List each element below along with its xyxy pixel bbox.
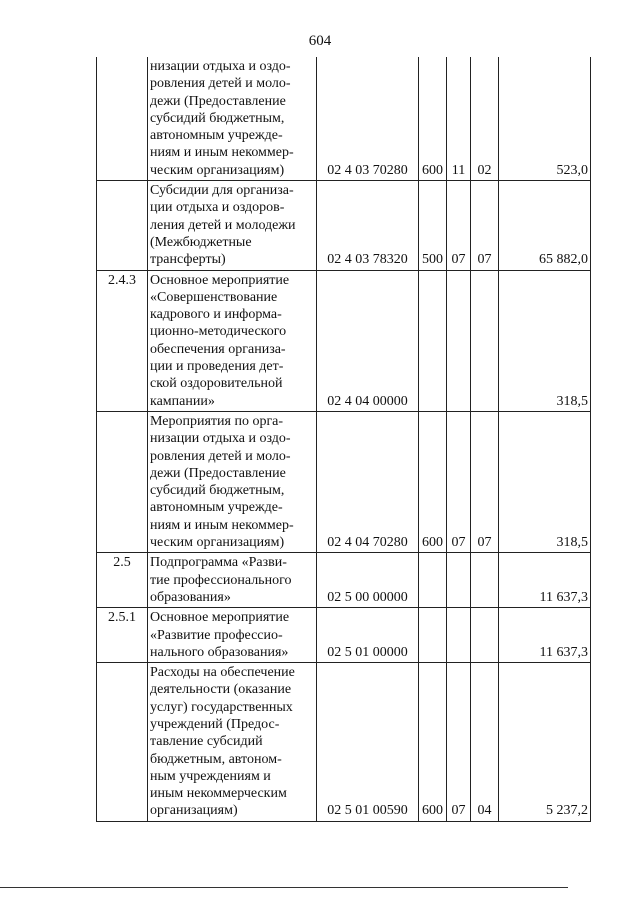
row-target-code: 02 5 01 00590 <box>317 663 419 822</box>
row-name: Основное мероприятие «Развитие профессио- нального образования» <box>148 608 317 663</box>
row-section: 07 <box>447 181 471 270</box>
row-section <box>447 553 471 608</box>
row-target-code: 02 4 03 70280 <box>317 57 419 181</box>
row-amount: 318,5 <box>499 411 591 552</box>
row-name: низации отдыха и оздо- ровления детей и моло- дежи (Предоставление субсидий бюджетным, автономным учрежде- ниям и иным некоммер- ческим организациям) <box>148 57 317 181</box>
row-name: Субсидии для организа- ции отдыха и оздоров- ления детей и молодежи (Межбюджетные трансферты) <box>148 181 317 270</box>
row-expense-type <box>419 608 447 663</box>
row-subsection <box>471 553 499 608</box>
bottom-rule <box>0 887 568 888</box>
row-subsection: 07 <box>471 181 499 270</box>
row-amount: 11 637,3 <box>499 608 591 663</box>
budget-table <box>96 57 591 822</box>
row-target-code: 02 4 03 78320 <box>317 181 419 270</box>
row-section: 11 <box>447 57 471 181</box>
row-amount: 5 237,2 <box>499 663 591 822</box>
row-expense-type: 600 <box>419 411 447 552</box>
row-target-code: 02 4 04 70280 <box>317 411 419 552</box>
row-section <box>447 608 471 663</box>
table-row <box>97 663 591 822</box>
table-row <box>97 608 591 663</box>
row-name: Подпрограмма «Разви- тие профессионального образования» <box>148 553 317 608</box>
row-amount: 523,0 <box>499 57 591 181</box>
row-name: Мероприятия по орга- низации отдыха и оздо- ровления детей и моло- дежи (Предоставление субсидий бюджетным, автономным учрежде- ниям и иным некоммер- ческим организациям) <box>148 411 317 552</box>
row-number: 2.4.3 <box>97 270 148 411</box>
row-number <box>97 411 148 552</box>
row-target-code: 02 4 04 00000 <box>317 270 419 411</box>
table-row <box>97 553 591 608</box>
row-expense-type <box>419 270 447 411</box>
row-section: 07 <box>447 411 471 552</box>
table-row <box>97 57 591 181</box>
row-name: Основное мероприятие «Совершенствование кадрового и информа- ционно-методического обеспечения организа- ции и проведения дет- ской оздоровительной кампании» <box>148 270 317 411</box>
row-section <box>447 270 471 411</box>
row-subsection: 07 <box>471 411 499 552</box>
row-section: 07 <box>447 663 471 822</box>
row-target-code: 02 5 00 00000 <box>317 553 419 608</box>
row-subsection <box>471 270 499 411</box>
row-number <box>97 57 148 181</box>
row-amount: 65 882,0 <box>499 181 591 270</box>
row-expense-type: 600 <box>419 663 447 822</box>
row-target-code: 02 5 01 00000 <box>317 608 419 663</box>
row-expense-type: 500 <box>419 181 447 270</box>
table-row <box>97 270 591 411</box>
row-amount: 11 637,3 <box>499 553 591 608</box>
row-subsection: 02 <box>471 57 499 181</box>
page-number: 604 <box>308 33 332 49</box>
row-subsection <box>471 608 499 663</box>
table-row <box>97 181 591 270</box>
table-row <box>97 411 591 552</box>
row-number <box>97 181 148 270</box>
row-expense-type: 600 <box>419 57 447 181</box>
row-expense-type <box>419 553 447 608</box>
row-amount: 318,5 <box>499 270 591 411</box>
row-subsection: 04 <box>471 663 499 822</box>
row-number: 2.5 <box>97 553 148 608</box>
budget-table-body <box>97 57 591 821</box>
row-name: Расходы на обеспечение деятельности (оказание услуг) государственных учреждений (Предос- тавление субсидий бюджетным, автоном- ным учреждениям и иным некоммерческим организациям) <box>148 663 317 822</box>
row-number <box>97 663 148 822</box>
row-number: 2.5.1 <box>97 608 148 663</box>
